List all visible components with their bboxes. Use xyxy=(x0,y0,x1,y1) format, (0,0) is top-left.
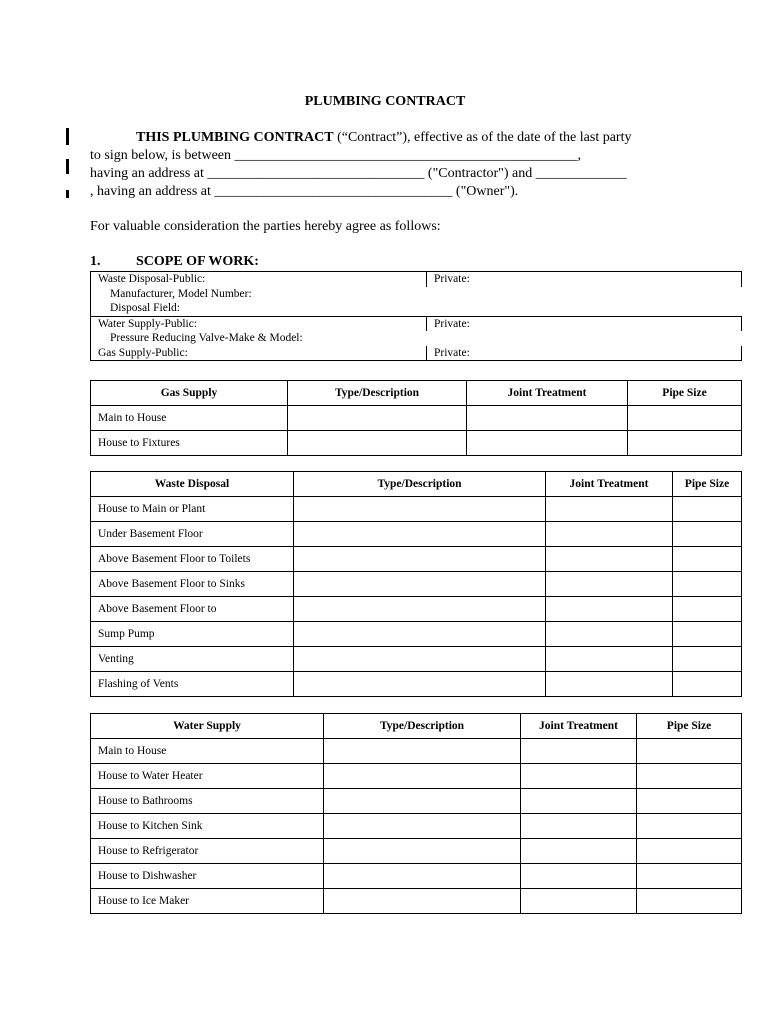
joint-treatment-cell[interactable] xyxy=(546,572,673,597)
table-row xyxy=(91,622,742,647)
margin-marker xyxy=(66,128,69,145)
type-description-cell[interactable] xyxy=(324,814,521,839)
row-label: Sump Pump xyxy=(91,622,294,647)
intro-line: to sign below, is between _________________________________________________, xyxy=(90,148,582,163)
type-description-cell[interactable] xyxy=(294,547,546,572)
pipe-size-cell[interactable] xyxy=(637,864,742,889)
pipe-size-cell[interactable] xyxy=(673,572,742,597)
table-header-row xyxy=(91,472,742,497)
row-label: House to Kitchen Sink xyxy=(91,814,324,839)
column-header: Type/Description xyxy=(294,472,546,497)
row-label: Above Basement Floor to xyxy=(91,597,294,622)
section-title: SCOPE OF WORK: xyxy=(136,254,259,269)
type-description-cell[interactable] xyxy=(294,647,546,672)
joint-treatment-cell[interactable] xyxy=(521,764,637,789)
scope-label: Disposal Field: xyxy=(91,301,742,316)
column-header: Waste Disposal xyxy=(91,472,294,497)
page-title: PLUMBING CONTRACT xyxy=(304,94,466,109)
type-description-cell[interactable] xyxy=(294,522,546,547)
scope-private-label: Private: xyxy=(427,272,742,287)
row-label: Main to House xyxy=(91,406,288,431)
row-label: House to Main or Plant xyxy=(91,497,294,522)
pipe-size-cell[interactable] xyxy=(637,739,742,764)
pipe-size-cell[interactable] xyxy=(673,497,742,522)
joint-treatment-cell[interactable] xyxy=(521,839,637,864)
scope-label: Gas Supply-Public: xyxy=(91,346,427,361)
pipe-size-cell[interactable] xyxy=(673,522,742,547)
joint-treatment-cell[interactable] xyxy=(546,597,673,622)
scope-label: Waste Disposal-Public: xyxy=(91,272,427,287)
type-description-cell[interactable] xyxy=(324,839,521,864)
row-label: Venting xyxy=(91,647,294,672)
row-label: House to Water Heater xyxy=(91,764,324,789)
table-row xyxy=(91,839,742,864)
row-label: Above Basement Floor to Toilets xyxy=(91,547,294,572)
table-row xyxy=(91,522,742,547)
column-header: Joint Treatment xyxy=(521,714,637,739)
table-row xyxy=(91,547,742,572)
table-row xyxy=(91,764,742,789)
intro-line: , having an address at __________________________________ ("Owner"). xyxy=(90,184,519,199)
joint-treatment-cell[interactable] xyxy=(467,431,628,456)
row-label: Main to House xyxy=(91,739,324,764)
table-row xyxy=(91,672,742,697)
scope-label: Pressure Reducing Valve-Make & Model: xyxy=(91,331,742,346)
joint-treatment-cell[interactable] xyxy=(467,406,628,431)
table-row xyxy=(91,572,742,597)
table-row xyxy=(91,597,742,622)
type-description-cell[interactable] xyxy=(294,572,546,597)
joint-treatment-cell[interactable] xyxy=(546,547,673,572)
joint-treatment-cell[interactable] xyxy=(521,889,637,914)
column-header: Joint Treatment xyxy=(467,381,628,406)
table-row xyxy=(91,864,742,889)
type-description-cell[interactable] xyxy=(294,497,546,522)
type-description-cell[interactable] xyxy=(324,889,521,914)
pipe-size-cell[interactable] xyxy=(628,406,742,431)
row-label: Flashing of Vents xyxy=(91,672,294,697)
scope-private-label: Private: xyxy=(427,316,742,331)
joint-treatment-cell[interactable] xyxy=(521,864,637,889)
table-header-row xyxy=(91,714,742,739)
type-description-cell[interactable] xyxy=(324,739,521,764)
table-row xyxy=(91,497,742,522)
pipe-size-cell[interactable] xyxy=(628,431,742,456)
pipe-size-cell[interactable] xyxy=(637,839,742,864)
pipe-size-cell[interactable] xyxy=(673,622,742,647)
column-header: Type/Description xyxy=(324,714,521,739)
margin-marker xyxy=(66,159,69,174)
table-row xyxy=(91,406,742,431)
margin-marker xyxy=(66,190,69,198)
row-label: Under Basement Floor xyxy=(91,522,294,547)
joint-treatment-cell[interactable] xyxy=(521,789,637,814)
pipe-size-cell[interactable] xyxy=(673,672,742,697)
pipe-size-cell[interactable] xyxy=(637,889,742,914)
scope-table xyxy=(90,271,742,361)
column-header: Type/Description xyxy=(288,381,467,406)
table-row xyxy=(91,739,742,764)
type-description-cell[interactable] xyxy=(324,864,521,889)
pipe-size-cell[interactable] xyxy=(637,814,742,839)
scope-label: Manufacturer, Model Number: xyxy=(91,287,742,302)
type-description-cell[interactable] xyxy=(294,672,546,697)
pipe-size-cell[interactable] xyxy=(637,789,742,814)
table-row xyxy=(91,814,742,839)
row-label: House to Fixtures xyxy=(91,431,288,456)
row-label: House to Refrigerator xyxy=(91,839,324,864)
table-row xyxy=(91,789,742,814)
pipe-size-cell[interactable] xyxy=(637,764,742,789)
row-label: House to Bathrooms xyxy=(91,789,324,814)
column-header: Pipe Size xyxy=(628,381,742,406)
pipe-size-cell[interactable] xyxy=(673,647,742,672)
pipe-size-cell[interactable] xyxy=(673,597,742,622)
joint-treatment-cell[interactable] xyxy=(546,522,673,547)
row-label: House to Dishwasher xyxy=(91,864,324,889)
gas-supply-table xyxy=(90,380,742,456)
intro-line: having an address at _______________________________ ("Contractor") and _____________ xyxy=(90,166,627,181)
type-description-cell[interactable] xyxy=(294,597,546,622)
column-header: Water Supply xyxy=(91,714,324,739)
table-header-row xyxy=(91,381,742,406)
consideration-text: For valuable consideration the parties hereby agree as follows: xyxy=(90,219,441,234)
type-description-cell[interactable] xyxy=(324,789,521,814)
joint-treatment-cell[interactable] xyxy=(546,647,673,672)
joint-treatment-cell[interactable] xyxy=(521,814,637,839)
column-header: Gas Supply xyxy=(91,381,288,406)
scope-label: Water Supply-Public: xyxy=(91,316,427,331)
column-header: Joint Treatment xyxy=(546,472,673,497)
row-label: Above Basement Floor to Sinks xyxy=(91,572,294,597)
type-description-cell[interactable] xyxy=(294,622,546,647)
table-row xyxy=(91,431,742,456)
scope-private-label: Private: xyxy=(427,346,742,361)
water-supply-table xyxy=(90,713,742,914)
section-number: 1. xyxy=(90,254,101,269)
intro-paragraph xyxy=(90,129,690,201)
column-header: Pipe Size xyxy=(637,714,742,739)
section-heading xyxy=(90,254,259,270)
intro-line: THIS PLUMBING CONTRACT (“Contract”), effective as of the date of the last party xyxy=(136,130,632,145)
waste-disposal-table xyxy=(90,471,742,697)
table-row xyxy=(91,647,742,672)
type-description-cell[interactable] xyxy=(288,406,467,431)
row-label: House to Ice Maker xyxy=(91,889,324,914)
joint-treatment-cell[interactable] xyxy=(546,497,673,522)
joint-treatment-cell[interactable] xyxy=(546,672,673,697)
column-header: Pipe Size xyxy=(673,472,742,497)
joint-treatment-cell[interactable] xyxy=(521,739,637,764)
table-row xyxy=(91,889,742,914)
type-description-cell[interactable] xyxy=(324,764,521,789)
joint-treatment-cell[interactable] xyxy=(546,622,673,647)
pipe-size-cell[interactable] xyxy=(673,547,742,572)
type-description-cell[interactable] xyxy=(288,431,467,456)
